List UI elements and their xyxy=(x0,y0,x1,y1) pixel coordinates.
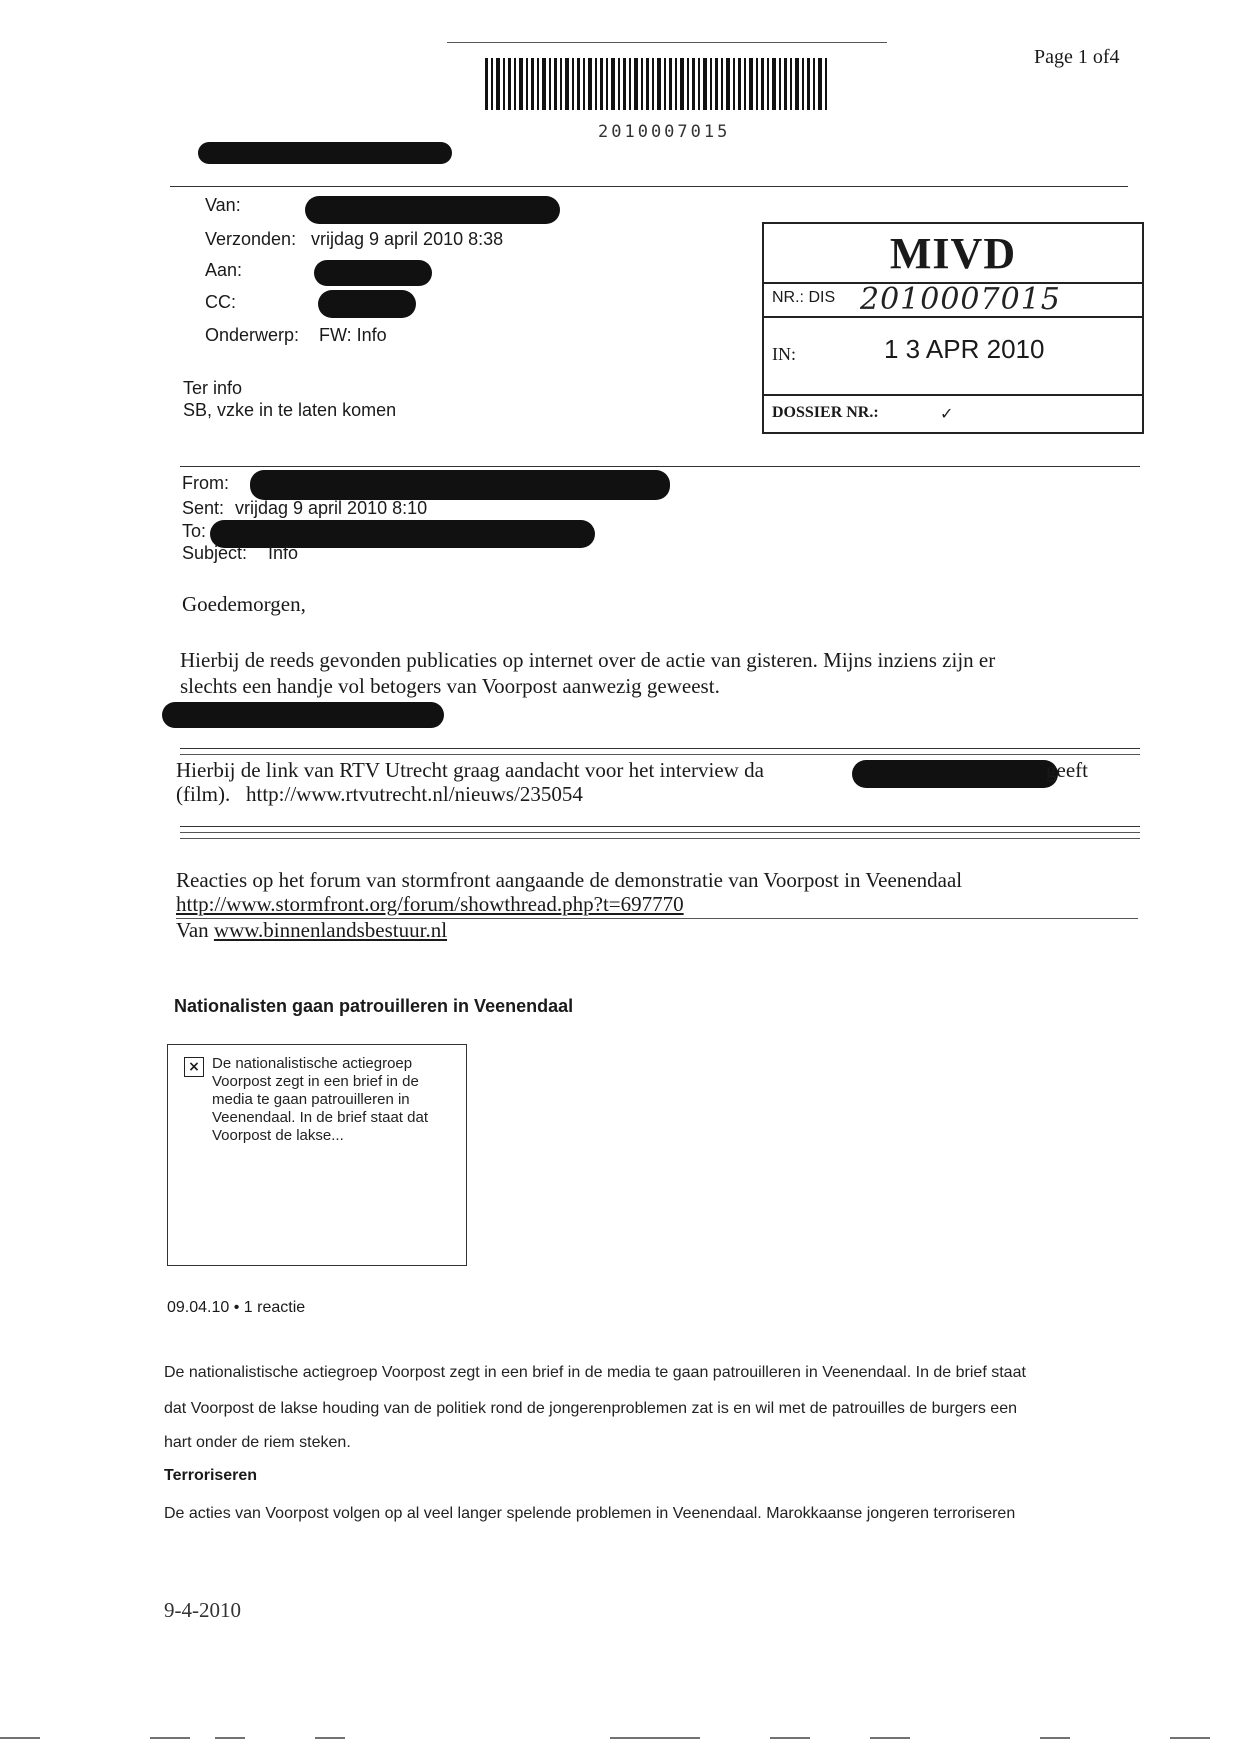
redaction-from xyxy=(250,470,670,500)
original-message-rule xyxy=(180,466,1140,467)
rtv-rule-top-2 xyxy=(180,754,1140,755)
stamp-divider-3 xyxy=(764,394,1142,396)
van-link[interactable]: www.binnenlandsbestuur.nl xyxy=(213,918,448,942)
verzonden-label: Verzonden: xyxy=(205,229,297,249)
to-label: To: xyxy=(182,521,207,541)
subject-value: Info xyxy=(268,543,299,563)
redaction-para1 xyxy=(162,702,444,728)
stamp-in-value: 1 3 APR 2010 xyxy=(884,334,1045,364)
redaction-aan xyxy=(314,260,432,286)
note-line-1: Ter info xyxy=(183,378,243,398)
image-alt-line: Veenendaal. In de brief staat dat xyxy=(212,1109,428,1126)
bottom-scan-marks xyxy=(0,1728,1240,1734)
redaction-van xyxy=(305,196,560,224)
aan-label: Aan: xyxy=(205,260,243,280)
van-prefix: Van xyxy=(176,918,209,942)
redaction-rtv xyxy=(852,760,1058,788)
forum-line: Reacties op het forum van stormfront aangaande de demonstratie van Voorpost in Veenendaal xyxy=(176,868,963,892)
stamp-dossier-mark: ✓ xyxy=(940,406,954,423)
redaction-cc xyxy=(318,290,416,318)
article-subheading: Terroriseren xyxy=(164,1467,258,1484)
article-body-line-1: De nationalistische actiegroep Voorpost zegt in een brief in de media te gaan patrouilleren in Veenendaal. In de brief staat xyxy=(164,1364,1026,1381)
scan-dashes xyxy=(0,1735,1240,1741)
rtv-rule-top-1 xyxy=(180,748,1140,749)
rtv-rule-bottom-3 xyxy=(180,838,1140,839)
rtv-rule-bottom-1 xyxy=(180,826,1140,827)
footer-date: 9-4-2010 xyxy=(164,1598,241,1622)
rtv-line-2-prefix: (film). xyxy=(176,782,231,806)
barcode-bars xyxy=(485,58,845,118)
article-body-line-3: hart onder de riem steken. xyxy=(164,1434,351,1451)
para1-line-1: Hierbij de reeds gevonden publicaties op internet over de actie van gisteren. Mijns inziens zijn er xyxy=(180,648,996,672)
stamp-dossier-label: DOSSIER NR.: xyxy=(772,404,879,421)
from-label: From: xyxy=(182,473,229,493)
forum-url[interactable] xyxy=(176,892,684,917)
rtv-line-1-end: geeft xyxy=(1046,758,1088,782)
article-body-line-2: dat Voorpost de lakse houding van de politiek rond de jongerenproblemen zat is en wil met de patrouilles de burgers een xyxy=(164,1400,1017,1417)
header-rule xyxy=(170,186,1128,187)
greeting: Goedemorgen, xyxy=(182,592,306,616)
image-alt-text xyxy=(212,1055,452,1145)
barcode xyxy=(485,58,845,118)
stamp-nr-value: 2010007015 xyxy=(860,282,1061,317)
onderwerp-label: Onderwerp: xyxy=(205,325,300,345)
sent-value: vrijdag 9 april 2010 8:10 xyxy=(235,498,428,518)
redaction-sender-name xyxy=(198,142,452,164)
forum-link[interactable]: http://www.stormfront.org/forum/showthread.php?t=697770 xyxy=(176,892,684,916)
van-label: Van: xyxy=(205,195,241,215)
article-image-placeholder xyxy=(167,1044,467,1266)
mivd-stamp xyxy=(762,222,1144,434)
image-alt-line: De nationalistische actiegroep xyxy=(212,1055,413,1072)
stamp-title: MIVD xyxy=(889,229,1017,278)
article-meta: 09.04.10 • 1 reactie xyxy=(167,1299,306,1316)
onderwerp-value: FW: Info xyxy=(319,325,387,345)
subject-label: Subject: xyxy=(182,543,248,563)
stamp-nr-label: NR.: DIS xyxy=(772,289,836,306)
rtv-rule-bottom-2 xyxy=(180,832,1140,833)
barcode-number: 2010007015 xyxy=(598,122,731,142)
article-body-line-4: De acties van Voorpost volgen op al veel langer spelende problemen in Veenendaal. Marokkaanse jongeren terroriseren xyxy=(164,1505,1016,1522)
stamp-in-label: IN: xyxy=(772,344,796,364)
rtv-line-1-start: Hierbij de link van RTV Utrecht graag aandacht voor het interview da xyxy=(176,758,764,782)
image-alt-line: Voorpost de lakse... xyxy=(212,1127,344,1144)
sent-label: Sent: xyxy=(182,498,225,518)
top-rule xyxy=(447,42,887,43)
image-alt-line: Voorpost zegt in een brief in de xyxy=(212,1073,419,1090)
note-line-2: SB, vzke in te laten komen xyxy=(183,400,397,420)
cc-label: CC: xyxy=(205,292,236,312)
page-number: Page 1 of4 xyxy=(1034,46,1120,68)
stamp-divider-2 xyxy=(764,316,1142,318)
verzonden-value: vrijdag 9 april 2010 8:38 xyxy=(311,229,504,249)
image-alt-line: media te gaan patrouilleren in xyxy=(212,1091,410,1108)
broken-image-icon: × xyxy=(184,1057,204,1077)
rtv-url[interactable]: http://www.rtvutrecht.nl/nieuws/235054 xyxy=(246,782,583,806)
article-title: Nationalisten gaan patrouilleren in Veenendaal xyxy=(174,996,574,1016)
para1-line-2: slechts een handje vol betogers van Voorpost aanwezig geweest. xyxy=(180,674,720,698)
van-line xyxy=(176,918,447,943)
